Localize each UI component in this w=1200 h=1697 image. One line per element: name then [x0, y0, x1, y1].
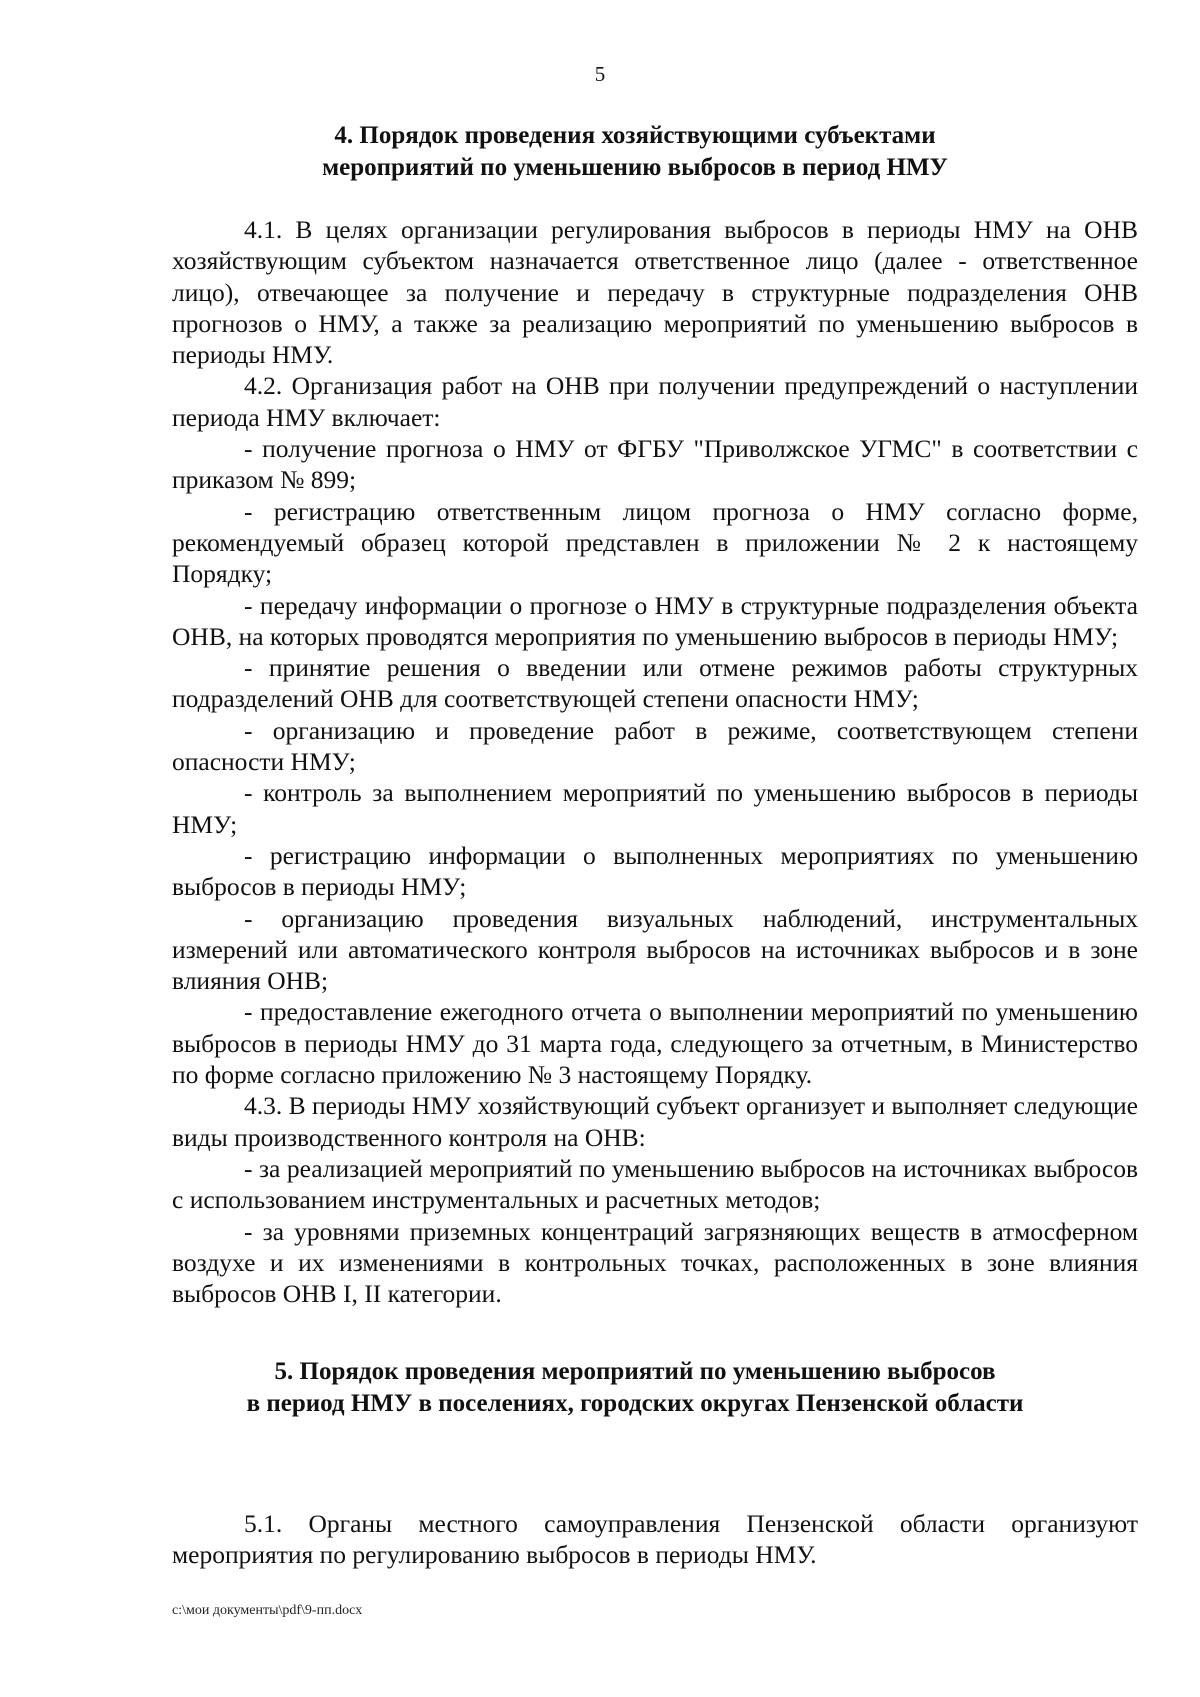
list-item: - регистрацию информации о выполненных мероприятиях по уменьшению выбросов в периоды НМУ; — [172, 840, 1138, 902]
section-5-heading-line-2: в период НМУ в поселениях, городских округах Пензенской области — [246, 1390, 1024, 1417]
paragraph-5-1: 5.1. Органы местного самоуправления Пензенской области организуют мероприятия по регулированию выбросов в периоды НМУ. — [172, 1509, 1138, 1570]
section-5-body — [172, 1508, 1138, 1571]
section-4-body — [172, 214, 1138, 1309]
section-5-heading — [160, 1356, 1110, 1420]
file-path-footer: c:\мои документы\pdf\9-пп.docx — [172, 1603, 363, 1618]
list-item: - за уровнями приземных концентраций загрязняющих веществ в атмосферном воздухе и их изменениями в контрольных точках, расположенных в зоне влияния выбросов ОНВ I, II категории. — [172, 1216, 1138, 1309]
section-4-heading — [160, 120, 1110, 184]
page-number: 5 — [594, 62, 606, 86]
list-item: - за реализацией мероприятий по уменьшению выбросов на источниках выбросов с использованием инструментальных и расчетных методов; — [172, 1153, 1138, 1215]
paragraph-4-1: 4.1. В целях организации регулирования выбросов в периоды НМУ на ОНВ хозяйствующим субъектом назначается ответственное лицо (далее - ответственное лицо), отвечающее за получение и передачу в структурные подразделения ОНВ прогнозов о НМУ, а также за реализацию мероприятий по уменьшению выбросов в периоды НМУ. — [172, 215, 1138, 370]
section-5-heading-line-1: 5. Порядок проведения мероприятий по уменьшению выбросов — [274, 1358, 996, 1385]
list-item: - передачу информации о прогнозе о НМУ в структурные подразделения объекта ОНВ, на которых проводятся мероприятия по уменьшению выбросов в периоды НМУ; — [172, 590, 1138, 651]
section-4-heading-line-2: мероприятий по уменьшению выбросов в период НМУ — [322, 154, 948, 181]
section-4-heading-line-1: 4. Порядок проведения хозяйствующими субъектами — [334, 122, 936, 149]
paragraph-4-2: 4.2. Организация работ на ОНВ при получении предупреждений о наступлении периода НМУ включает: — [172, 371, 1138, 432]
list-item: - предоставление ежегодного отчета о выполнении мероприятий по уменьшению выбросов в периоды НМУ до 31 марта года, следующего за отчетным, в Министерство по форме согласно приложению № 3 настоящему Порядку. — [172, 997, 1138, 1090]
list-item: - контроль за выполнением мероприятий по уменьшению выбросов в периоды НМУ; — [172, 778, 1138, 839]
list-item: - получение прогноза о НМУ от ФГБУ "Приволжское УГМС" в соответствии с приказом № 899; — [172, 434, 1138, 495]
list-item: - организацию проведения визуальных наблюдений, инструментальных измерений или автоматического контроля выбросов на источниках выбросов и в зоне влияния ОНВ; — [172, 903, 1138, 996]
list-item: - регистрацию ответственным лицом прогноза о НМУ согласно форме, рекомендуемый образец которой представлен в приложении № 2 к настоящему Порядку; — [172, 496, 1138, 589]
list-item: - организацию и проведение работ в режиме, соответствующем степени опасности НМУ; — [172, 715, 1138, 777]
paragraph-4-3: 4.3. В периоды НМУ хозяйствующий субъект организует и выполняет следующие виды производственного контроля на ОНВ: — [172, 1091, 1138, 1152]
list-item: - принятие решения о введении или отмене режимов работы структурных подразделений ОНВ для соответствующей степени опасности НМУ; — [172, 653, 1138, 714]
